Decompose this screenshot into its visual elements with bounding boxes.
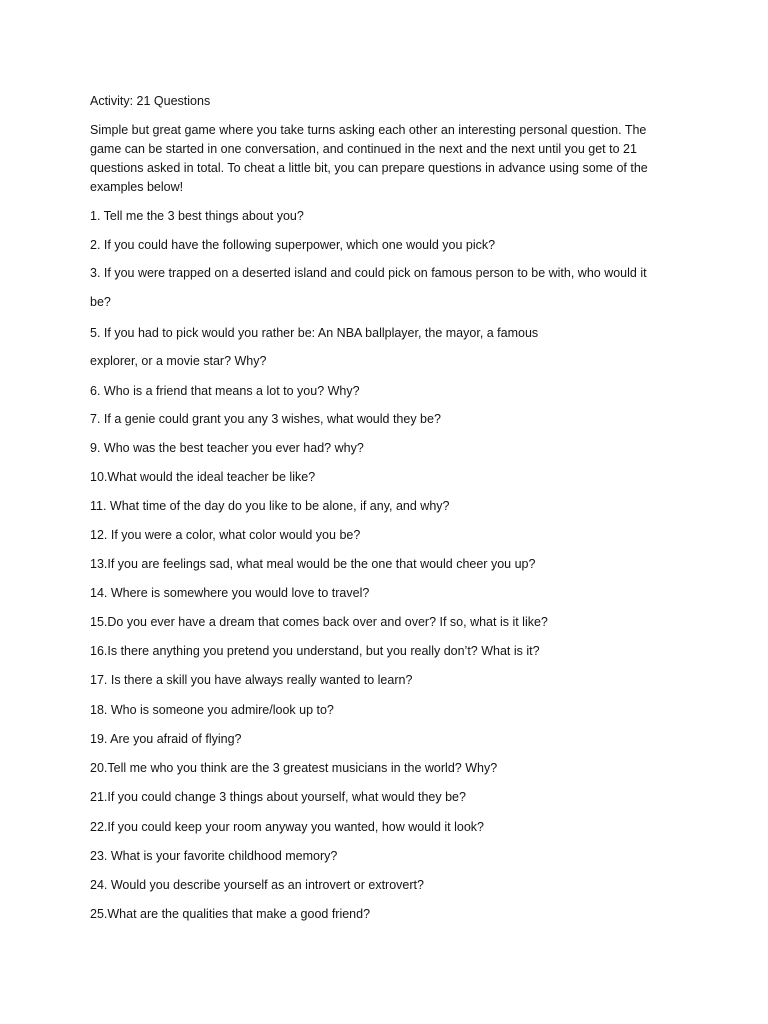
- question-line: 9. Who was the best teacher you ever had? why?: [90, 441, 364, 455]
- question-line: 7. If a genie could grant you any 3 wishes, what would they be?: [90, 412, 441, 426]
- question-line: 10.What would the ideal teacher be like?: [90, 470, 316, 484]
- question-line: 1. Tell me the 3 best things about you?: [90, 209, 304, 223]
- question-line: 18. Who is someone you admire/look up to?: [90, 703, 334, 717]
- question-line: 23. What is your favorite childhood memory?: [90, 849, 338, 863]
- question-line: 19. Are you afraid of flying?: [90, 732, 242, 746]
- document-title: Activity: 21 Questions: [90, 94, 211, 108]
- intro-paragraph: Simple but great game where you take turns asking each other an interesting personal question. The game can be started in one conversation, and continued in the next and the next until you get to 21 questions asked in total. To cheat a little bit, you can prepare questions in advance using some of the examples below!: [90, 123, 648, 194]
- question-line-continuation: be?: [90, 295, 111, 309]
- question-line: 3. If you were trapped on a deserted island and could pick on famous person to be with, who would it: [90, 266, 647, 280]
- question-line: 15.Do you ever have a dream that comes back over and over? If so, what is it like?: [90, 615, 548, 629]
- question-line: 13.If you are feelings sad, what meal would be the one that would cheer you up?: [90, 557, 536, 571]
- question-line-continuation: explorer, or a movie star? Why?: [90, 354, 267, 368]
- question-line: 6. Who is a friend that means a lot to you? Why?: [90, 384, 360, 398]
- question-line: 24. Would you describe yourself as an introvert or extrovert?: [90, 878, 424, 892]
- question-line: 11. What time of the day do you like to be alone, if any, and why?: [90, 499, 450, 513]
- question-line: 21.If you could change 3 things about yourself, what would they be?: [90, 790, 466, 804]
- question-line: 12. If you were a color, what color would you be?: [90, 528, 361, 542]
- question-line: 25.What are the qualities that make a good friend?: [90, 907, 371, 921]
- question-line: 2. If you could have the following superpower, which one would you pick?: [90, 238, 496, 252]
- question-line: 17. Is there a skill you have always really wanted to learn?: [90, 673, 413, 687]
- question-line: 20.Tell me who you think are the 3 greatest musicians in the world? Why?: [90, 761, 498, 775]
- question-line: 14. Where is somewhere you would love to travel?: [90, 586, 370, 600]
- question-line: 22.If you could keep your room anyway you wanted, how would it look?: [90, 820, 484, 834]
- question-line: 16.Is there anything you pretend you understand, but you really don’t? What is it?: [90, 644, 540, 658]
- question-line: 5. If you had to pick would you rather be: An NBA ballplayer, the mayor, a famous: [90, 326, 539, 340]
